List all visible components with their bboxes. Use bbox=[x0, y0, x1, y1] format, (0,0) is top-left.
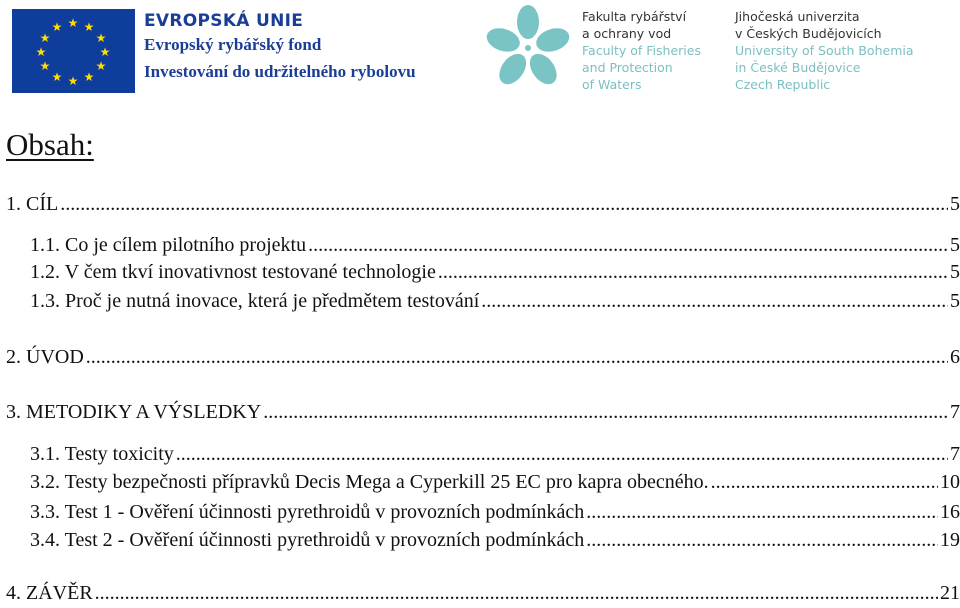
toc-entry[interactable] bbox=[6, 581, 960, 605]
toc-dot-leader bbox=[586, 500, 938, 524]
faculty-en-line2: and Protection bbox=[582, 60, 673, 75]
toc-entry-title: 3. METODIKY A VÝSLEDKY bbox=[6, 401, 262, 423]
toc-dot-leader bbox=[308, 233, 948, 257]
faculty-flower-logo bbox=[482, 2, 574, 94]
toc-dot-leader bbox=[86, 345, 948, 369]
toc-entry-title: 3.4. Test 2 - Ověření účinnosti pyrethroidů v provozních podmínkách bbox=[30, 529, 585, 551]
svg-text:★: ★ bbox=[39, 31, 51, 45]
eu-fisheries-fund-label: Evropský rybářský fond bbox=[144, 35, 322, 54]
toc-entry[interactable] bbox=[30, 260, 960, 284]
toc-dot-leader bbox=[263, 400, 948, 424]
toc-entry-page: 7 bbox=[950, 401, 960, 423]
toc-entry[interactable] bbox=[30, 289, 960, 313]
svg-text:★: ★ bbox=[35, 45, 47, 59]
eu-fund-text bbox=[144, 10, 416, 86]
toc-dot-leader bbox=[438, 260, 948, 284]
university-name-block bbox=[735, 8, 914, 93]
toc-entry-title: 4. ZÁVĚR bbox=[6, 582, 93, 604]
toc-entry[interactable] bbox=[6, 192, 960, 216]
toc-entry-page: 5 bbox=[950, 261, 960, 283]
toc-entry-title: 3.1. Testy toxicity bbox=[30, 443, 174, 465]
eu-flag-logo bbox=[12, 9, 135, 93]
toc-entry-page: 6 bbox=[950, 346, 960, 368]
toc-dot-leader bbox=[176, 442, 948, 466]
toc-entry-page: 19 bbox=[940, 529, 960, 551]
toc-entry-page: 7 bbox=[950, 443, 960, 465]
toc-entry-page: 5 bbox=[950, 290, 960, 312]
toc-entry-title: 1.2. V čem tkví inovativnost testované technologie bbox=[30, 261, 436, 283]
svg-text:★: ★ bbox=[39, 59, 51, 73]
toc-entry[interactable] bbox=[6, 400, 960, 424]
svg-text:★: ★ bbox=[51, 70, 63, 84]
toc-dot-leader bbox=[60, 192, 948, 216]
toc-entry[interactable] bbox=[6, 345, 960, 369]
toc-entry-title: 1.1. Co je cílem pilotního projektu bbox=[30, 234, 307, 256]
toc-entry-page: 5 bbox=[950, 193, 960, 215]
university-en-line1: University of South Bohemia bbox=[735, 43, 914, 58]
document-header bbox=[0, 0, 960, 100]
toc-entry[interactable] bbox=[30, 528, 960, 552]
page-title: Obsah: bbox=[6, 127, 94, 162]
svg-text:★: ★ bbox=[99, 45, 111, 59]
university-cz-line2: v Českých Budějovicích bbox=[735, 26, 882, 41]
faculty-cz-line1: Fakulta rybářství bbox=[582, 9, 687, 24]
flower-icon bbox=[482, 2, 574, 94]
svg-text:★: ★ bbox=[67, 74, 79, 88]
svg-text:★: ★ bbox=[83, 20, 95, 34]
toc-entry-title: 1.3. Proč je nutná inovace, která je předmětem testování bbox=[30, 290, 480, 312]
university-cz-line1: Jihočeská univerzita bbox=[735, 9, 860, 24]
toc-dot-leader bbox=[95, 581, 938, 605]
svg-text:★: ★ bbox=[95, 59, 107, 73]
faculty-en-line3: of Waters bbox=[582, 77, 642, 92]
toc-entry-title: 3.2. Testy bezpečnosti přípravků Decis Mega a Cyperkill 25 EC pro kapra obecného. bbox=[30, 471, 709, 493]
toc-entry-page: 5 bbox=[950, 234, 960, 256]
toc-entry-title: 2. ÚVOD bbox=[6, 346, 84, 368]
toc-entry-page: 21 bbox=[940, 582, 960, 604]
toc-entry[interactable] bbox=[30, 470, 960, 494]
svg-text:★: ★ bbox=[95, 31, 107, 45]
toc-entry-page: 10 bbox=[940, 471, 960, 493]
eu-union-label: EVROPSKÁ UNIE bbox=[144, 11, 304, 31]
university-en-line3: Czech Republic bbox=[735, 77, 831, 92]
toc-entry-page: 16 bbox=[940, 501, 960, 523]
toc-entry[interactable] bbox=[30, 442, 960, 466]
faculty-cz-line2: a ochrany vod bbox=[582, 26, 672, 41]
university-en-line2: in České Budějovice bbox=[735, 60, 861, 75]
toc-entry-title: 1. CÍL bbox=[6, 193, 59, 215]
faculty-en-line1: Faculty of Fisheries bbox=[582, 43, 701, 58]
faculty-name-block bbox=[582, 8, 701, 93]
toc-dot-leader bbox=[481, 289, 948, 313]
svg-text:★: ★ bbox=[51, 20, 63, 34]
svg-text:★: ★ bbox=[83, 70, 95, 84]
toc-dot-leader bbox=[586, 528, 938, 552]
svg-text:★: ★ bbox=[67, 16, 79, 30]
eu-stars-icon bbox=[12, 9, 135, 93]
toc-entry[interactable] bbox=[30, 500, 960, 524]
toc-entry-title: 3.3. Test 1 - Ověření účinnosti pyrethroidů v provozních podmínkách bbox=[30, 501, 585, 523]
toc-dot-leader bbox=[711, 470, 938, 494]
eu-investment-label: Investování do udržitelného rybolovu bbox=[144, 62, 416, 81]
toc-entry[interactable] bbox=[30, 233, 960, 257]
